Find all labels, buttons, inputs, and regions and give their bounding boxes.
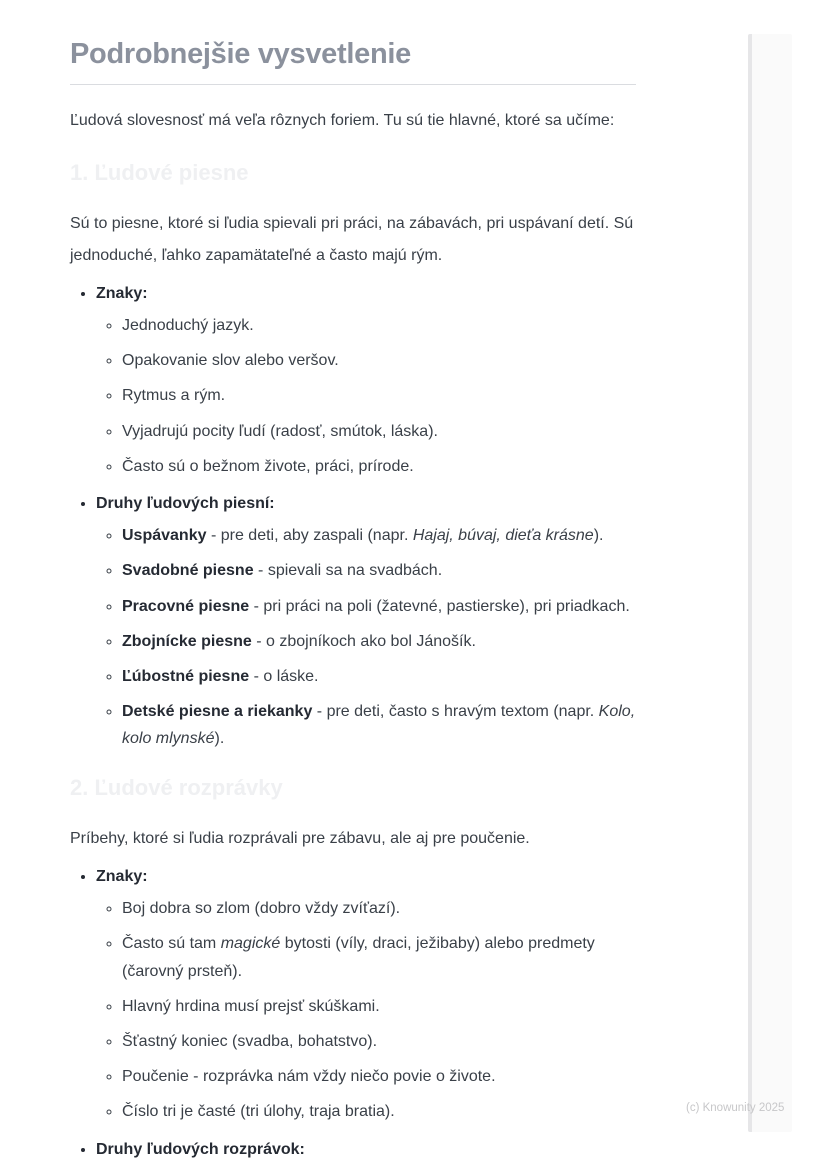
plain-text: Vyjadrujú pocity ľudí (radosť, smútok, láska). [122, 422, 438, 440]
list-item [122, 557, 636, 584]
copyright-watermark: (c) Knowunity 2025 [686, 1102, 785, 1114]
section-heading: 2. Ľudové rozprávky [70, 775, 283, 801]
list-item [122, 1028, 636, 1055]
group-label: Znaky: [96, 868, 148, 886]
list-item [122, 522, 636, 549]
plain-text: - spievali sa na svadbách. [253, 562, 443, 580]
bold-text: Uspávanky [122, 527, 207, 545]
italic-text: Hajaj, búvaj, dieťa krásne [412, 527, 594, 545]
sub-list [96, 312, 636, 480]
bold-text: Svadobné piesne [122, 562, 254, 580]
plain-text: bytosti (víly, draci, ježibaby) alebo predmety (čarovný prsteň). [122, 935, 595, 980]
document-content [70, 0, 636, 1171]
bold-text: Pracovné piesne [122, 597, 250, 615]
group-label: Znaky: [96, 284, 148, 302]
list-item [122, 628, 636, 655]
list-group [96, 490, 636, 753]
plain-text: - o zbojníkoch ako bol Jánošík. [251, 632, 476, 650]
plain-text: - pri práci na poli (žatevné, pastierske), pri priadkach. [249, 597, 630, 615]
list-group [96, 280, 636, 480]
plain-text: Hlavný hrdina musí prejsť skúškami. [122, 997, 380, 1015]
list-item [122, 312, 636, 339]
group-label: Druhy ľudových piesní: [96, 494, 275, 512]
plain-text: Rytmus a rým. [122, 387, 226, 405]
plain-text: Boj dobra so zlom (dobro vždy zvíťazí). [122, 900, 401, 918]
list-item [122, 1098, 636, 1125]
bold-text: Ľúbostné piesne [122, 667, 250, 685]
section-list [70, 863, 636, 1163]
list-item [122, 895, 636, 922]
plain-text: Často sú tam [122, 935, 221, 953]
plain-text: Často sú o bežnom živote, práci, prírode. [122, 457, 414, 475]
plain-text: Jednoduchý jazyk. [122, 317, 254, 335]
list-item [122, 698, 636, 752]
plain-text: - o láske. [249, 667, 319, 685]
list-item [122, 663, 636, 690]
group-label: Druhy ľudových rozprávok: [96, 1140, 305, 1158]
section-paragraph: Príbehy, ktoré si ľudia rozprávali pre zábavu, ale aj pre poučenie. [70, 830, 530, 848]
italic-text: magické [220, 935, 281, 953]
plain-text: Poučenie - rozprávka nám vždy niečo povie o živote. [122, 1068, 496, 1086]
plain-text: Opakovanie slov alebo veršov. [122, 352, 339, 370]
section-paragraph: Sú to piesne, ktoré si ľudia spievali pri práci, na zábavách, pri uspávaní detí. Sú jednoduché, ľahko zapamätateľné a často majú rým. [70, 214, 634, 264]
plain-text: Šťastný koniec (svadba, bohatstvo). [122, 1033, 378, 1050]
sub-list [96, 522, 636, 752]
list-item [122, 593, 636, 620]
sections-container [70, 159, 636, 1163]
plain-text: ). [593, 527, 604, 545]
list-item [122, 418, 636, 445]
italic-text: Kolo, kolo mlynské [122, 703, 636, 748]
bold-text: Detské piesne a riekanky [122, 703, 313, 721]
plain-text: Číslo tri je časté (tri úlohy, traja bratia). [122, 1103, 395, 1121]
list-item [122, 1063, 636, 1090]
list-item [122, 382, 636, 409]
sub-list [96, 895, 636, 1125]
page-title: Podrobnejšie vysvetlenie [70, 38, 411, 70]
list-group [96, 1136, 636, 1163]
intro-paragraph: Ľudová slovesnosť má veľa rôznych foriem. Tu sú tie hlavné, ktoré sa učíme: [70, 112, 615, 130]
list-group [96, 863, 636, 1126]
title-divider [70, 84, 636, 85]
plain-text: - pre deti, často s hravým textom (napr. [312, 703, 599, 721]
section-list [70, 280, 636, 753]
scrollbar-track[interactable] [748, 34, 792, 1132]
list-item [122, 930, 636, 984]
plain-text: - pre deti, aby zaspali (napr. [206, 527, 413, 545]
bold-text: Zbojnícke piesne [122, 632, 252, 650]
plain-text: ). [214, 730, 225, 748]
list-item [122, 993, 636, 1020]
list-item [122, 347, 636, 374]
list-item [122, 453, 636, 480]
section-heading: 1. Ľudové piesne [70, 160, 249, 186]
